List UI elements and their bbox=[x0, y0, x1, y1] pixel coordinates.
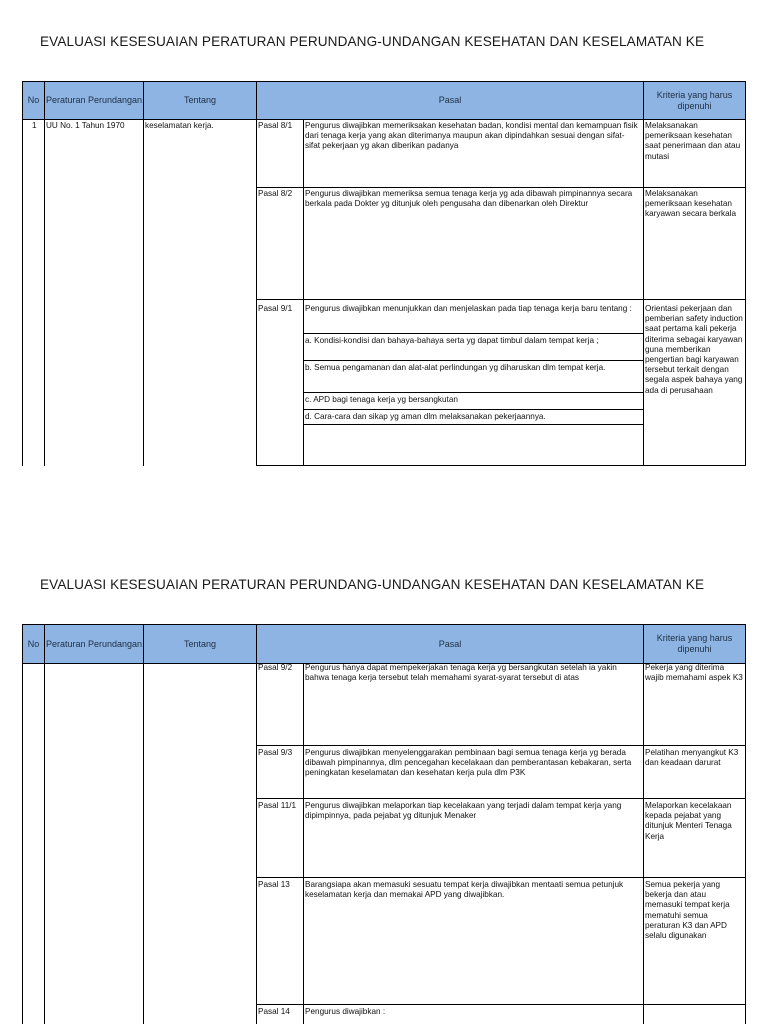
list-item: d. Cara-cara dan sikap yg aman dlm melaksanakan pekerjaannya. bbox=[305, 412, 546, 421]
kriteria-cell: Orientasi pekerjaan dan pemberian safety induction saat pertama kali pekerja diterima sebagai karyawan guna memberikan pengertian bagi karyawan tersebut terkait dengan segala aspek bahaya yang ada di perusahaan bbox=[645, 304, 743, 395]
isi-cell: Pengurus diwajibkan menyelenggarakan pembinaan bagi semua tenaga kerja yg berada dibawah pimpinannya, dlm pencegahan kecelakaan dan pemberantasan kebakaran, serta peningkatan keselamatan dan kesehatan kerja pula dlm P3K bbox=[305, 748, 632, 778]
page-title: EVALUASI KESESUAIAN PERATURAN PERUNDANG-UNDANGAN KESEHATAN DAN KESELAMATAN KE bbox=[40, 577, 705, 592]
header-peraturan: Peraturan Perundangan bbox=[44, 624, 144, 664]
pasal-cell: Pasal 8/1 bbox=[258, 121, 293, 130]
header-kriteria: Kriteria yang harus dipenuhi bbox=[643, 81, 746, 120]
isi-cell: Barangsiapa akan memasuki sesuatu tempat kerja diwajibkan mentaati semua petunjuk keselamatan kerja dan memakai APD yang diwajibkan. bbox=[305, 880, 624, 900]
list-item: a. Kondisi-kondisi dan bahaya-bahaya serta yg dapat timbul dalam tempat kerja ; bbox=[305, 336, 599, 345]
page-title: EVALUASI KESESUAIAN PERATURAN PERUNDANG-UNDANGAN KESEHATAN DAN KESELAMATAN KE bbox=[40, 34, 705, 49]
isi-cell: Pengurus hanya dapat mempekerjakan tenaga kerja yg bersangkutan setelah ia yakin bahwa tenaga kerja tersebut telah memahami syarat-syarat tersebut di atas bbox=[305, 663, 617, 683]
header-tentang: Tentang bbox=[143, 624, 257, 664]
kriteria-cell: Melaksanakan pemeriksaan kesehatan saat penerimaan dan atau mutasi bbox=[645, 121, 741, 161]
kriteria-cell: Semua pekerja yang bekerja dan atau memasuki tempat kerja mematuhi semua peraturan K3 dan APD selalu digunakan bbox=[645, 880, 730, 941]
tentang-cell: keselamatan kerja. bbox=[145, 121, 214, 130]
header-no: No bbox=[22, 624, 45, 664]
pasal-cell: Pasal 11/1 bbox=[258, 801, 297, 810]
header-kriteria: Kriteria yang harus dipenuhi bbox=[643, 624, 746, 664]
pasal-cell: Pasal 14 bbox=[258, 1007, 290, 1016]
pasal-cell: Pasal 13 bbox=[258, 880, 290, 889]
kriteria-cell: Pelatihan menyangkut K3 dan keadaan darurat bbox=[645, 748, 739, 768]
kriteria-cell: Pekerja yang diterima wajib memahami aspek K3 bbox=[645, 663, 743, 683]
pasal-cell: Pasal 9/2 bbox=[258, 663, 293, 672]
header-pasal: Pasal bbox=[256, 81, 644, 120]
kriteria-cell: Melaporkan kecelakaan kepada pejabat yang ditunjuk Menteri Tenaga Kerja bbox=[645, 801, 732, 841]
header-pasal: Pasal bbox=[256, 624, 644, 664]
peraturan-cell: UU No. 1 Tahun 1970 bbox=[46, 121, 125, 130]
header-no: No bbox=[22, 81, 45, 120]
list-item: c. APD bagi tenaga kerja yg bersangkutan bbox=[305, 395, 458, 404]
isi-cell: Pengurus diwajibkan menunjukkan dan menjelaskan pada tiap tenaga kerja baru tentang : bbox=[305, 304, 632, 313]
isi-cell: Pengurus diwajibkan memeriksakan kesehatan badan, kondisi mental dan kemampuan fisik dari tenaga kerja yang akan diterimanya maupun akan dipindahkan sesuai dengan sifat-sifat pekerjaan yg akan diberikan padanya bbox=[305, 121, 638, 151]
pasal-cell: Pasal 8/2 bbox=[258, 189, 293, 198]
list-item: b. Semua pengamanan dan alat-alat perlindungan yg diharuskan dlm tempat kerja. bbox=[305, 363, 606, 372]
row-number: 1 bbox=[32, 121, 37, 130]
kriteria-cell: Melaksanakan pemeriksaan kesehatan karyawan secara berkala bbox=[645, 189, 737, 219]
pasal-cell: Pasal 9/3 bbox=[258, 748, 293, 757]
header-tentang: Tentang bbox=[143, 81, 257, 120]
isi-cell: Pengurus diwajibkan : bbox=[305, 1007, 386, 1016]
header-peraturan: Peraturan Perundangan bbox=[44, 81, 144, 120]
isi-cell: Pengurus diwajibkan melaporkan tiap kecelakaan yang terjadi dalam tempat kerja yang dipimpinnya, pada pejabat yg ditunjuk Menaker bbox=[305, 801, 622, 821]
isi-cell: Pengurus diwajibkan memeriksa semua tenaga kerja yg ada dibawah pimpinannya secara berkala pada Dokter yg ditunjuk oleh pengusaha dan dibenarkan oleh Direktur bbox=[305, 189, 633, 209]
pasal-cell: Pasal 9/1 bbox=[258, 304, 293, 313]
